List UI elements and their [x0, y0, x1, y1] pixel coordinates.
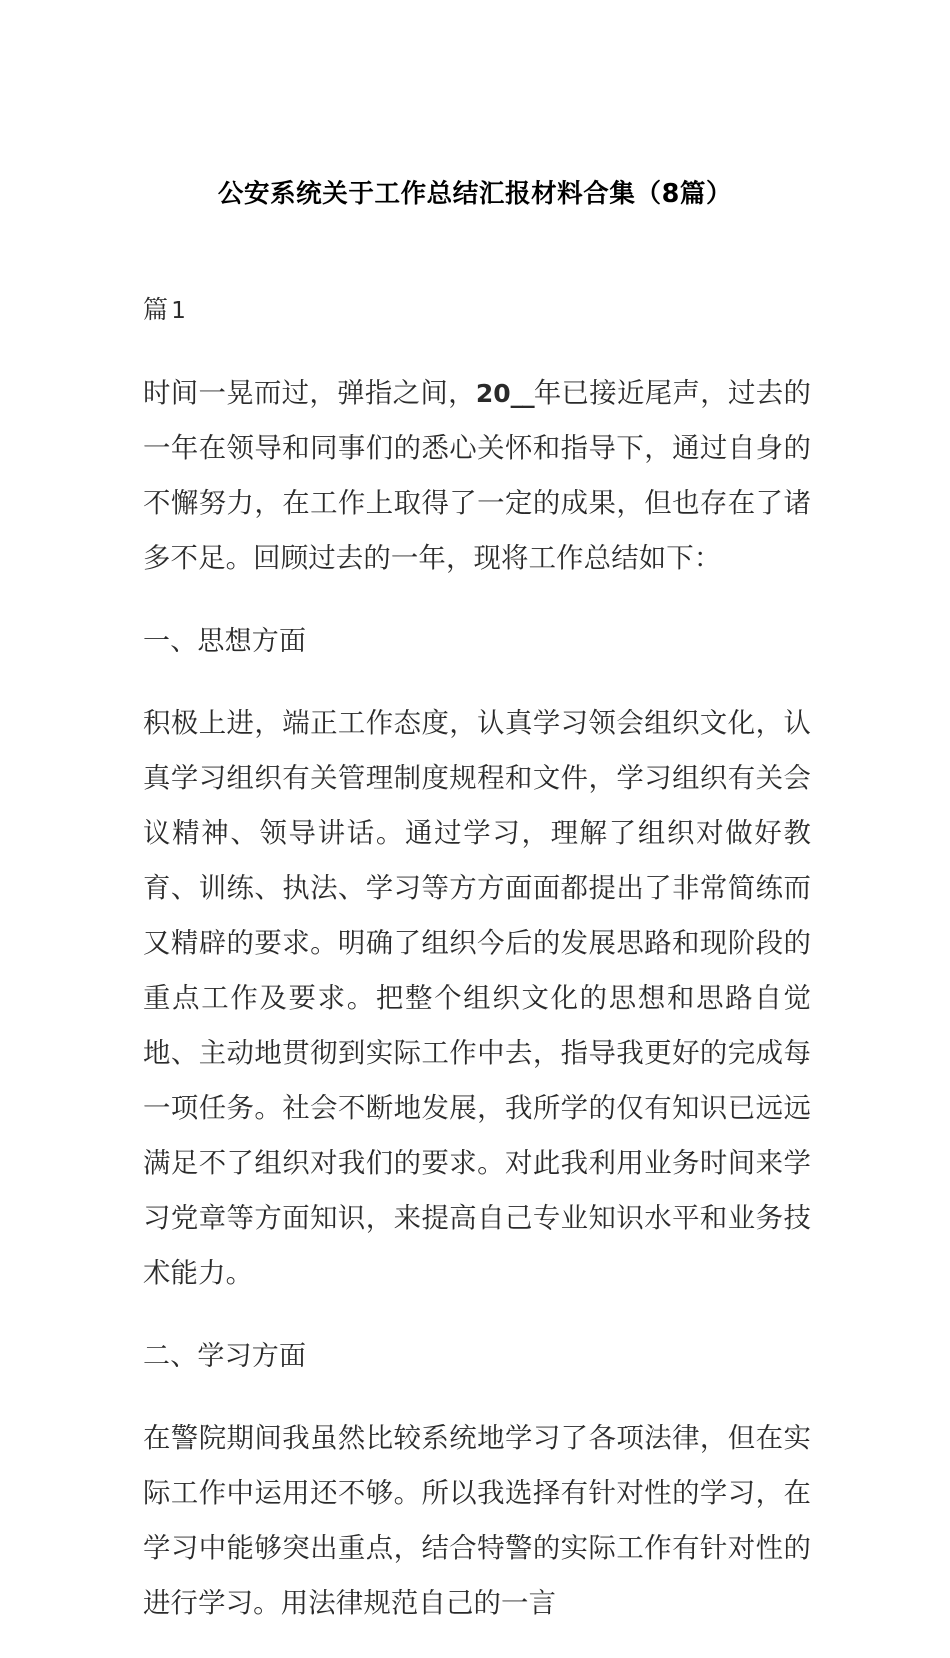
page-title: 公安系统关于工作总结汇报材料合集（8篇） — [217, 179, 733, 210]
paragraph-thought-aspect: 积极上进，端正工作态度，认真学习领会组织文化，认真学习组织有关管理制度规程和文件，学习组织有关会议精神、领导讲话。通过学习，理解了组织对做好教育、训练、执法、学习等方方面面都提出了非常简练而又精辟的要求。明确了组织今后的发展思路和现阶段的重点工作及要求。把整个组织文化的思想和思路自觉地、主动地贯彻到实际工作中去，指导我更好的完成每一项任务。社会不断地发展，我所学的仅有知识已远远满足不了组织对我们的要求。对此我利用业务时间来学习党章等方面知识，来提高自己专业知识水平和业务技术能力。 — [143, 708, 811, 1290]
section-label-pian-1 — [143, 282, 811, 339]
document-body — [143, 282, 811, 1658]
intro-text-before-year: 时间一晃而过，弹指之间， — [143, 378, 476, 410]
year-digits: 20 — [475, 379, 511, 409]
intro-text-after-year: 年已接近尾声，过去的一年在领导和同事们的悉心关怀和指导下，通过自身的不懈努力，在工作上取得了一定的成果，但也存在了诸多不足。回顾过去的一年，现将工作总结如下： — [143, 378, 811, 575]
paragraph-study-aspect: 在警院期间我虽然比较系统地学习了各项法律，但在实际工作中运用还不够。所以我选择有针对性的学习，在学习中能够突出重点，结合特警的实际工作有针对性的进行学习。用法律规范自己的一言 — [143, 1422, 811, 1619]
paragraph-intro — [143, 366, 811, 586]
heading-study-aspect: 二、学习方面 — [143, 1340, 307, 1372]
section-label-prefix: 篇 — [143, 295, 169, 324]
heading-thought-aspect: 一、思想方面 — [143, 625, 307, 657]
year-blank-underscore: __ — [510, 379, 534, 409]
section-label-number: 1 — [171, 298, 187, 324]
